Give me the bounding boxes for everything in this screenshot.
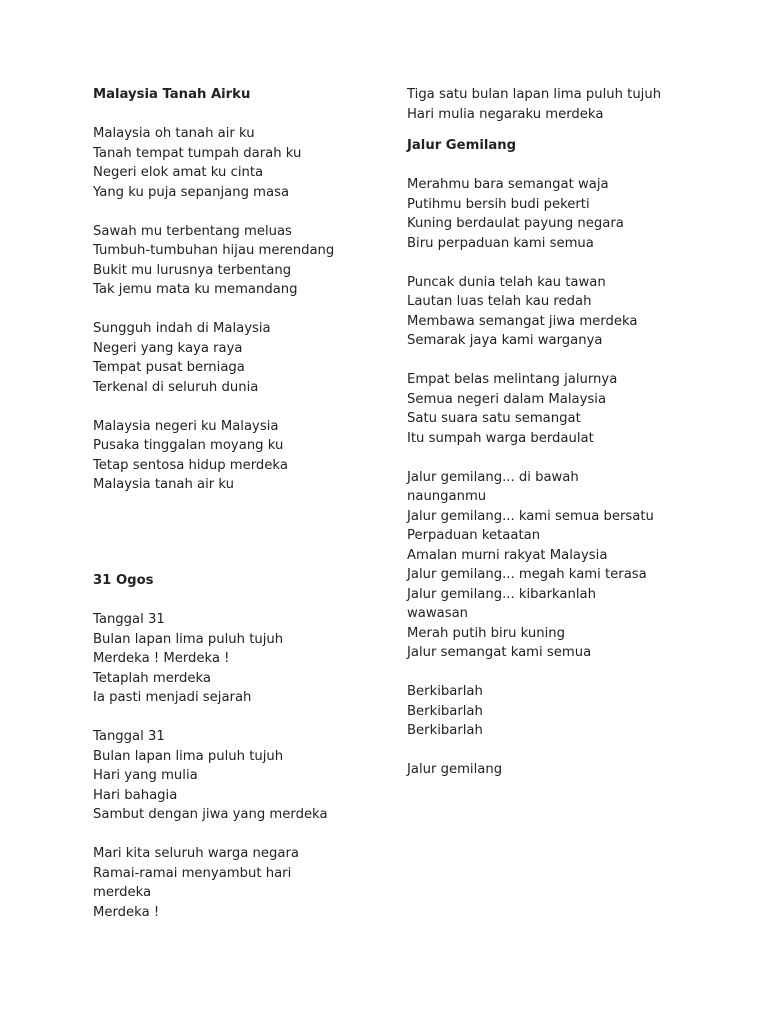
lyric-line: Mari kita seluruh warga negara <box>93 846 299 861</box>
lyric-line: Jalur semangat kami semua <box>407 645 592 660</box>
lyric-line: Merdeka ! <box>93 904 160 920</box>
lyric-line: Hari bahagia <box>93 787 178 803</box>
stanza <box>407 468 707 663</box>
stanza <box>407 370 707 448</box>
stanza <box>93 319 393 397</box>
lyric-line: Yang ku puja sepanjang masa <box>93 184 290 200</box>
lyric-line: Tempat pusat berniaga <box>93 360 245 375</box>
lyric-line: Terkenal di seluruh dunia <box>93 379 259 395</box>
lyric-line: Bukit mu lurusnya terbentang <box>93 262 292 278</box>
lyric-line: Merah putih biru kuning <box>407 625 566 641</box>
lyric-line: Ramai-ramai menyambut hari <box>93 865 292 881</box>
lyric-line: Jalur gemilang... megah kami terasa <box>407 567 647 582</box>
lyric-line: Bulan lapan lima puluh tujuh <box>93 748 284 764</box>
left-column <box>93 85 393 922</box>
lyric-line: Berkibarlah <box>407 684 483 699</box>
lyric-line: Putihmu bersih budi pekerti <box>407 196 590 212</box>
lyric-line: Malaysia oh tanah air ku <box>93 126 255 141</box>
lyric-line: Amalan murni rakyat Malaysia <box>407 547 608 563</box>
lyric-line: Jalur gemilang... kami semua bersatu <box>407 508 654 524</box>
lyric-line: Negeri elok amat ku cinta <box>93 165 264 180</box>
lyric-line: Semua negeri dalam Malaysia <box>407 391 607 407</box>
lyric-line: Sawah mu terbentang meluas <box>93 223 292 239</box>
lyric-line: Lautan luas telah kau redah <box>407 294 592 309</box>
stanza <box>93 417 393 495</box>
lyric-line: Ia pasti menjadi sejarah <box>93 690 252 705</box>
lyric-line: Itu sumpah warga berdaulat <box>407 430 594 446</box>
lyric-line: Tanggal 31 <box>93 612 165 627</box>
lyric-line: Tetaplah merdeka <box>93 670 211 686</box>
lyric-line: Bulan lapan lima puluh tujuh <box>93 631 284 647</box>
song-title-malaysia-tanah-airku: Malaysia Tanah Airku <box>93 87 251 102</box>
lyric-line: Tiga satu bulan lapan lima puluh tujuh <box>407 87 662 102</box>
stanza <box>93 727 393 825</box>
song-title-jalur-gemilang: Jalur Gemilang <box>407 138 517 153</box>
lyric-line: Satu suara satu semangat <box>407 411 581 426</box>
lyric-line: Hari mulia negaraku merdeka <box>407 106 604 122</box>
lyric-line: Tetap sentosa hidup merdeka <box>93 457 288 473</box>
lyric-line: Pusaka tinggalan moyang ku <box>93 438 284 453</box>
lyric-line: Membawa semangat jiwa merdeka <box>407 313 638 329</box>
lyric-line: Kuning berdaulat payung negara <box>407 216 624 231</box>
lyric-line: Berkibarlah <box>407 723 483 738</box>
lyric-line: Tumbuh-tumbuhan hijau merendang <box>93 243 335 258</box>
lyric-line: Sungguh indah di Malaysia <box>93 321 271 336</box>
lyric-line: Jalur gemilang... di bawah <box>407 469 579 485</box>
lyric-line: Biru perpaduan kami semua <box>407 235 594 251</box>
stanza <box>407 273 707 351</box>
lyric-line: Malaysia tanah air ku <box>93 477 235 492</box>
lyric-line: Puncak dunia telah kau tawan <box>407 274 606 290</box>
lyric-line: Empat belas melintang jalurnya <box>407 372 618 387</box>
lyric-line: Tanah tempat tumpah darah ku <box>93 145 302 161</box>
lyric-line: Perpaduan ketaatan <box>407 528 541 543</box>
stanza <box>407 175 707 253</box>
stanza <box>407 85 707 124</box>
stanza <box>407 682 707 741</box>
lyric-line: Jalur gemilang <box>407 762 503 777</box>
lyric-line: Negeri yang kaya raya <box>93 340 243 356</box>
lyric-line: Malaysia negeri ku Malaysia <box>93 418 279 434</box>
lyric-line: Tak jemu mata ku memandang <box>93 282 298 297</box>
lyric-line: naunganmu <box>407 489 487 504</box>
lyric-line: merdeka <box>93 885 152 900</box>
lyric-line: Hari yang mulia <box>93 768 198 783</box>
lyric-line: Tanggal 31 <box>93 729 165 744</box>
stanza <box>93 610 393 708</box>
lyric-line: Semarak jaya kami warganya <box>407 333 603 348</box>
lyric-line: Jalur gemilang... kibarkanlah <box>407 586 596 602</box>
lyric-line: Merdeka ! Merdeka ! <box>93 651 230 666</box>
lyric-line: Berkibarlah <box>407 703 483 719</box>
lyric-line: Merahmu bara semangat waja <box>407 177 609 192</box>
song-title-31-ogos: 31 Ogos <box>93 573 154 588</box>
lyric-line: wawasan <box>407 606 469 621</box>
lyric-line: Sambut dengan jiwa yang merdeka <box>93 807 328 822</box>
stanza <box>93 222 393 300</box>
stanza <box>407 760 707 780</box>
stanza <box>93 124 393 202</box>
right-column <box>407 85 707 780</box>
stanza <box>93 844 393 922</box>
